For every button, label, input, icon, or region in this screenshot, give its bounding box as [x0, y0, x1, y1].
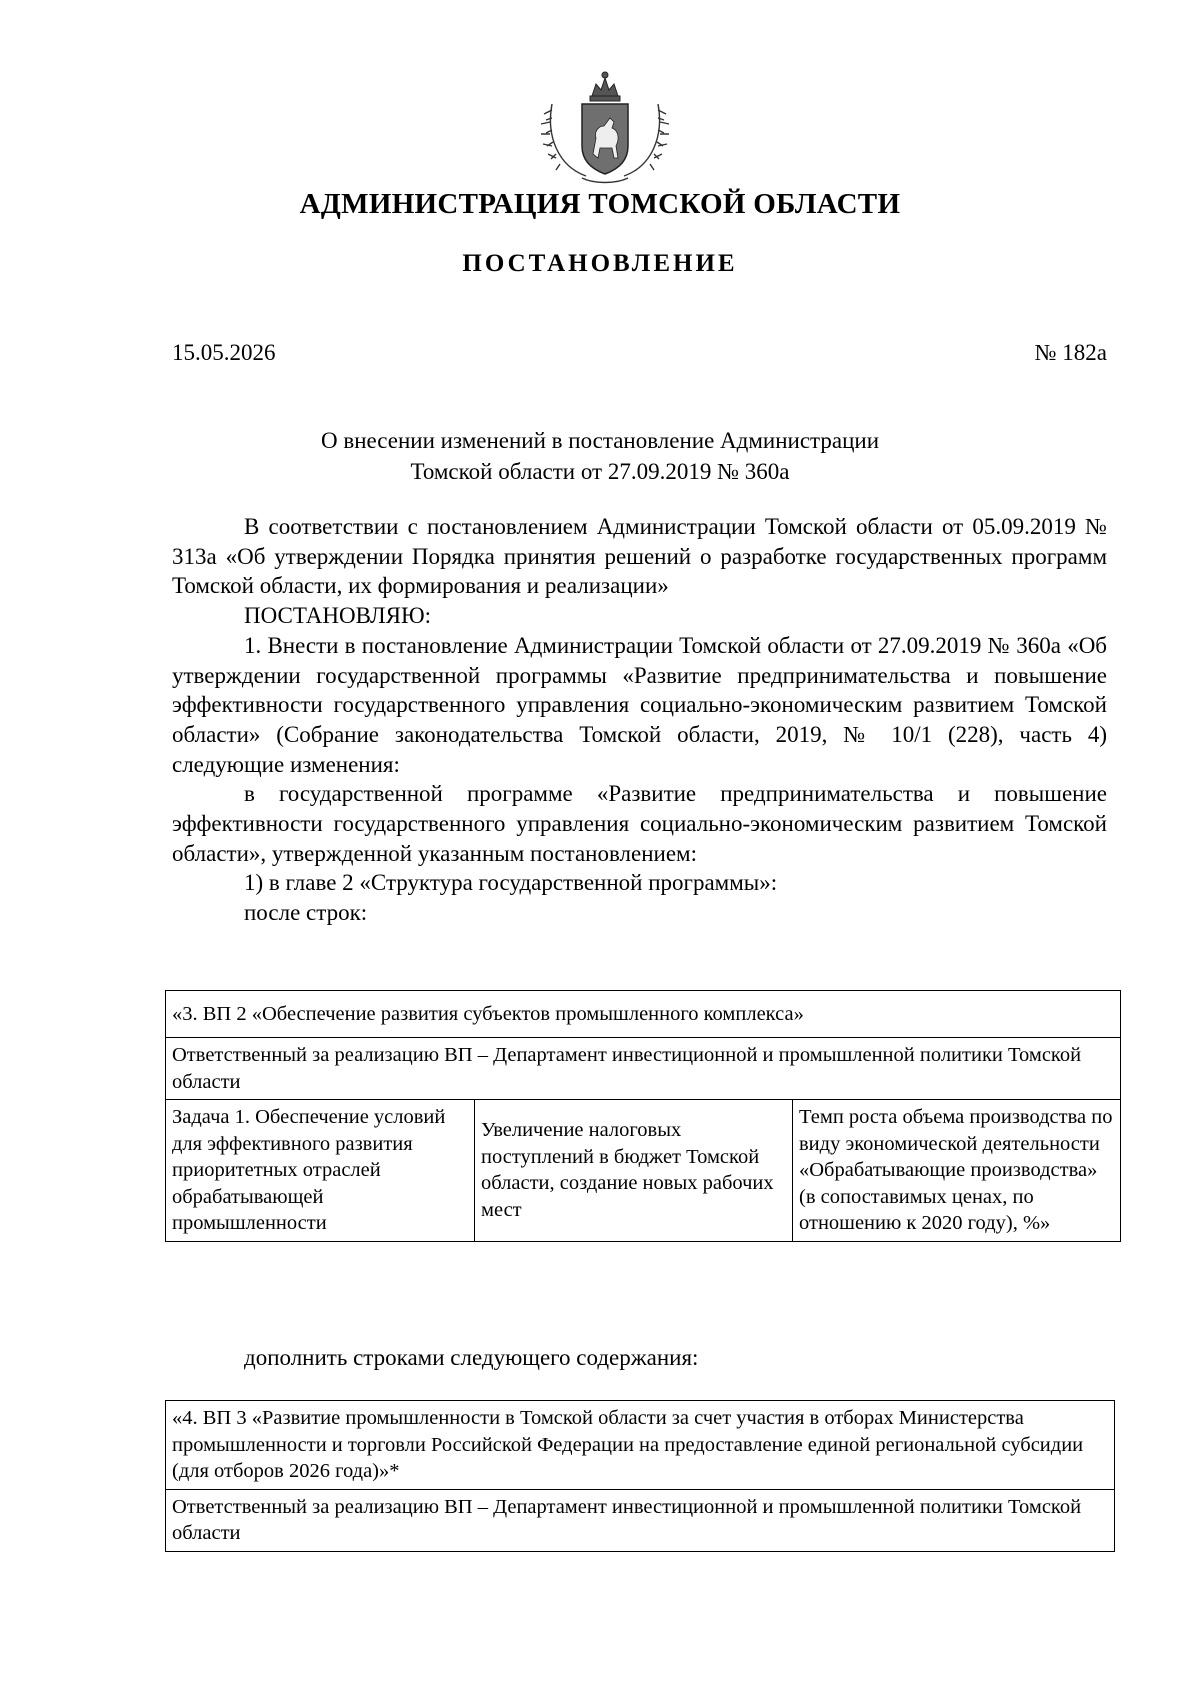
after-rows-paragraph: после строк: [244, 900, 368, 926]
supplement-intro-text: дополнить строками следующего содержания: [244, 1345, 699, 1370]
coat-of-arms-emblem [538, 66, 672, 188]
clause-1-paragraph: 1. Внести в постановление Администрации Томской области от 27.09.2019 № 360а «Об утверждении государственной программы «Развитие предпринимательства и повышение эффективности государственного управления социально-экономическим развитием Томской области» (Собрание законодательства Томской области, 2019, № 10/1 (228), часть 4) следующие изменения: [172, 632, 1107, 777]
subject-line-2: Томской области от 27.09.2019 № 360а [410, 459, 790, 484]
preamble-paragraph: В соответствии с постановлением Администрации Томской области от 05.09.2019 № 313а «Об утверждении Порядка принятия решений о разработке государственных программ Томской области, их формирования и реализации» [172, 514, 1107, 599]
effect-cell: Увеличение налоговых поступлений в бюджет Томской области, создание новых рабочих мест [475, 1100, 793, 1242]
chapter-2-paragraph: 1) в главе 2 «Структура государственной программы»: [244, 870, 778, 896]
program-amendment-paragraph: в государственной программе «Развитие предпринимательства и повышение эффективности государственного управления социально-экономическим развитием Томской области», утвержденной указанным постановлением: [172, 781, 1107, 866]
table-row: «4. ВП 3 «Развитие промышленности в Томской области за счет участия в отборах Министерства промышленности и торговли Российской Федерации на предоставление единой региональной субсидии (для отборов 2026 года)»* [166, 1401, 1115, 1490]
resolve-heading: ПОСТАНОВЛЯЮ: [244, 603, 432, 629]
organization-title: АДМИНИСТРАЦИЯ ТОМСКОЙ ОБЛАСТИ [299, 188, 901, 220]
document-type-title: ПОСТАНОВЛЕНИЕ [462, 250, 738, 277]
table-row: Ответственный за реализацию ВП – Департамент инвестиционной и промышленной политики Томской области [166, 1038, 1121, 1100]
document-subject [0, 425, 1200, 487]
table-row: «3. ВП 2 «Обеспечение развития субъектов промышленного комплекса» [166, 991, 1121, 1038]
existing-rows-table [165, 990, 1121, 1242]
task-cell: Задача 1. Обеспечение условий для эффективного развития приоритетных отраслей обрабатывающей промышленности [166, 1100, 475, 1242]
document-number: № 182а [1034, 340, 1107, 365]
document-body [172, 512, 1107, 928]
document-date: 15.05.2026 [172, 340, 276, 365]
subject-line-1: О внесении изменений в постановление Администрации [320, 428, 880, 453]
new-rows-table [165, 1400, 1115, 1552]
indicator-cell: Темп роста объема производства по виду экономической деятельности «Обрабатывающие производства» (в сопоставимых ценах, по отношению к 2020 году), %» [793, 1100, 1121, 1242]
table-row: Ответственный за реализацию ВП – Департамент инвестиционной и промышленной политики Томской области [166, 1489, 1115, 1551]
